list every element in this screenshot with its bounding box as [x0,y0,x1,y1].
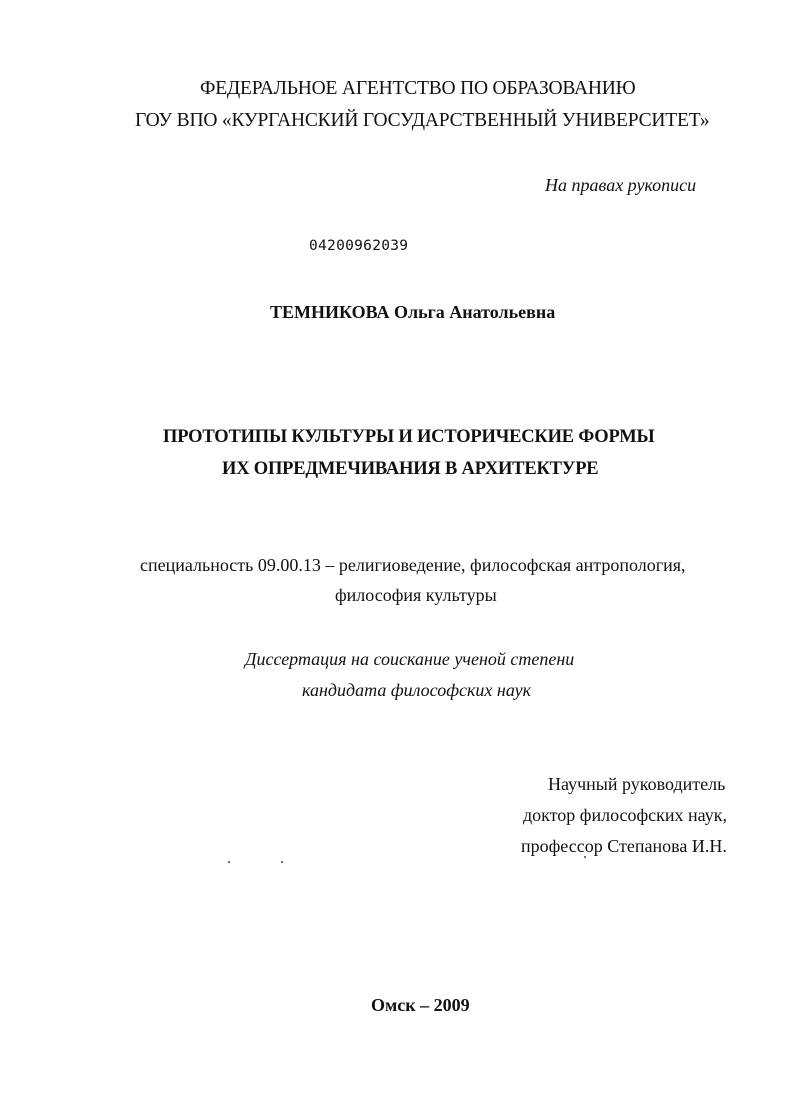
scan-speck [281,861,283,863]
city-year: Омск – 2009 [371,995,470,1015]
author-name: ТЕМНИКОВА Ольга Анатольевна [270,302,556,322]
supervisor-degree: доктор философских наук, [523,805,727,825]
scan-speck [584,856,586,858]
dissertation-line-1: Диссертация на соискание ученой степени [245,649,575,669]
university-heading: ГОУ ВПО «КУРГАНСКИЙ ГОСУДАРСТВЕННЫЙ УНИВЕРСИТЕТ» [135,110,710,131]
specialty-line-1: специальность 09.00.13 – религиоведение, философская антропология, [140,555,686,575]
scan-speck [228,861,230,863]
dissertation-line-2: кандидата философских наук [302,680,531,700]
registration-code: 04200962039 [309,238,409,254]
rights-note: На правах рукописи [545,175,697,195]
thesis-title-line-2: ИХ ОПРЕДМЕЧИВАНИЯ В АРХИТЕКТУРЕ [222,459,599,479]
thesis-title-line-1: ПРОТОТИПЫ КУЛЬТУРЫ И ИСТОРИЧЕСКИЕ ФОРМЫ [163,427,655,447]
supervisor-name: профессор Степанова И.Н. [521,836,727,856]
agency-heading: ФЕДЕРАЛЬНОЕ АГЕНТСТВО ПО ОБРАЗОВАНИЮ [200,78,636,99]
supervisor-role: Научный руководитель [548,774,726,794]
specialty-line-2: философия культуры [335,585,497,605]
